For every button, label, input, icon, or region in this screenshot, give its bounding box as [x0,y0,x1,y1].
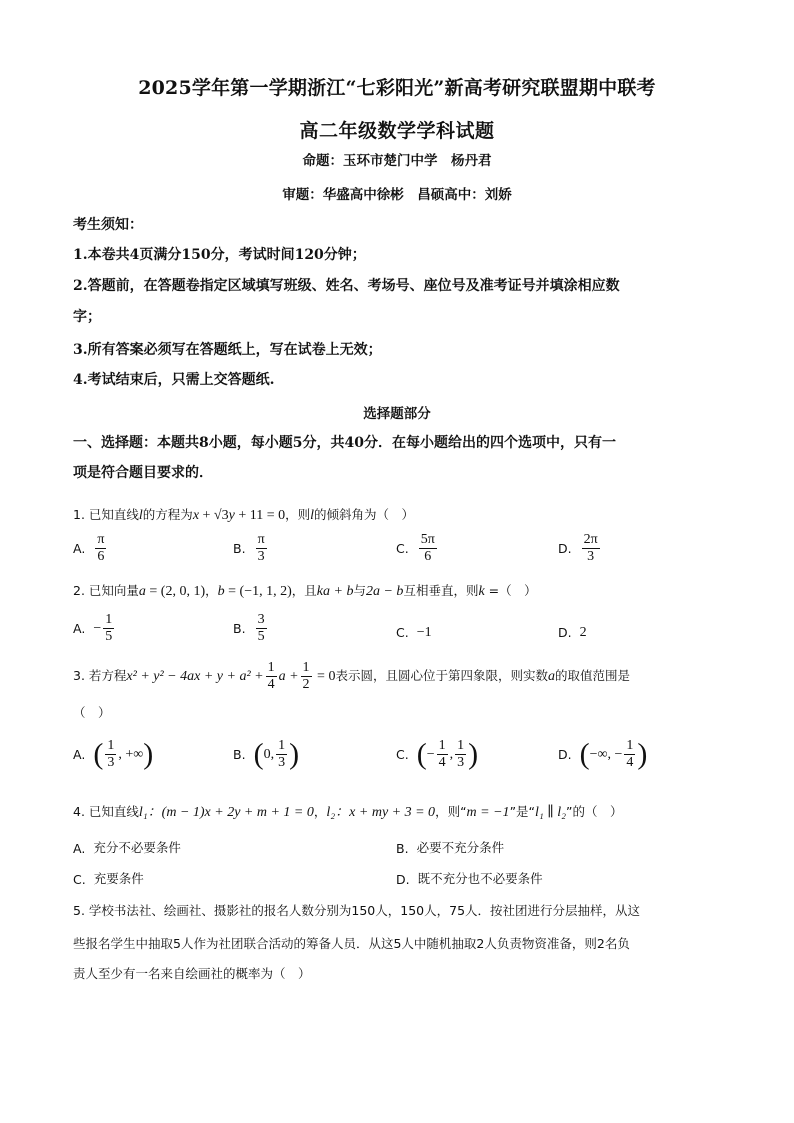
exam-subtitle: 高二年级数学学科试题 [299,120,495,142]
fraction: $\frac{\pi}{3}$ [257,532,265,565]
fraction: $\frac{3}{5}$ [257,612,265,645]
question-2-stem: 2. 已知向量a = (2, 0, 1)，b = (−1, 1, 2)，且ka + b与2a − b互相垂直，则k =（ ） [73,583,537,599]
question-5-stem-cont: 些报名学生中抽取5人作为社团联合活动的筹备人员．从这5人中随机抽取2人负责物资准备，则2名负 [73,936,630,951]
q2-option-a[interactable]: A. − $\frac{1}{5}$ [73,612,113,645]
reviewer-line: 审题：华盛高中徐彬 昌硕高中：刘娇 [282,187,512,203]
question-5-stem: 5. 学校书法社、绘画社、摄影社的报名人数分别为150人，150人，75人．按社团进行分层抽样，从这 [73,903,641,918]
notice-item: 3.所有答案必须写在答题纸上，写在试卷上无效； [73,342,382,358]
notice-item: 2.答题前，在答题卷指定区域填写班级、姓名、考场号、座位号及准考证号并填涂相应数 [73,278,620,294]
q1-option-b[interactable]: B. $\frac{\pi}{3}$ [233,532,265,565]
section-instruction: 项是符合题目要求的． [73,465,213,481]
question-5-stem-cont: 责人至少有一名来自绘画社的概率为（ ） [73,966,311,981]
q1-option-c[interactable]: C. $\frac{5\pi}{6}$ [396,532,435,565]
fraction: $\frac{2\pi}{3}$ [583,532,598,565]
var-l: l [138,508,143,523]
question-3-stem: 3. 若方程x² + y² − 4ax + y + a² + $\frac{1}{4}$ a + $\frac{1}{2}$ = 0表示圆，且圆心位于第四象限，则实数a的取值范围是 [73,660,630,693]
q3-option-a[interactable]: A. ( $\frac{1}{3}$ , +∞) [73,737,154,771]
q2-option-d[interactable]: D. 2 [558,625,587,640]
question-3-stem-cont: （ ） [73,705,111,720]
q4-option-d[interactable]: D. 既不充分也不必要条件 [396,871,543,887]
q2-option-b[interactable]: B. $\frac{3}{5}$ [233,612,265,645]
vector-b: b [217,584,225,599]
author-line: 命题：玉环市楚门中学 杨丹君 [302,153,492,169]
q1-option-a[interactable]: A. $\frac{\pi}{6}$ [73,532,105,565]
q3-option-b[interactable]: B. (0, $\frac{1}{3}$ ) [233,737,300,771]
fraction: $\frac{5\pi}{6}$ [420,532,435,565]
fraction: $\frac{1}{4}$ [267,660,275,693]
vector-a: a [138,584,146,599]
notice-item: 字； [73,309,101,325]
fraction: $\frac{\pi}{6}$ [97,532,105,565]
section-instruction: 一、选择题：本题共8小题，每小题5分，共40分．在每小题给出的四个选项中，只有一 [73,435,616,451]
q3-option-c[interactable]: C. (− $\frac{1}{4}$ , $\frac{1}{3}$ ) [396,737,479,771]
q2-option-c[interactable]: C. −1 [396,625,432,640]
question-4-stem: 4. 已知直线l₁：(m − 1)x + 2y + m + 1 = 0，l₂：x + my + 3 = 0，则“m = −1”是“l₁ ∥ l₂”的（ ） [73,804,623,820]
notice-heading: 考生须知： [73,217,143,233]
q3-option-d[interactable]: D. (−∞, − $\frac{1}{4}$ ) [558,737,648,771]
question-1-stem: 1. 已知直线l的方程为x + √3y + 11 = 0，则l的倾斜角为（ ） [73,507,415,523]
fraction: $\frac{1}{5}$ [105,612,113,645]
fraction: $\frac{1}{2}$ [302,660,310,693]
q4-option-c[interactable]: C. 充要条件 [73,871,144,887]
q4-option-a[interactable]: A. 充分不必要条件 [73,840,181,856]
section-title: 选择题部分 [363,406,431,422]
exam-title: 2025学年第一学期浙江“七彩阳光”新高考研究联盟期中联考 [138,77,656,99]
q4-option-b[interactable]: B. 必要不充分条件 [396,840,505,856]
q1-option-d[interactable]: D. $\frac{2\pi}{3}$ [558,532,598,565]
notice-item: 4.考试结束后，只需上交答题纸. [73,372,275,388]
notice-item: 1.本卷共4页满分150分，考试时间120分钟； [73,247,366,263]
